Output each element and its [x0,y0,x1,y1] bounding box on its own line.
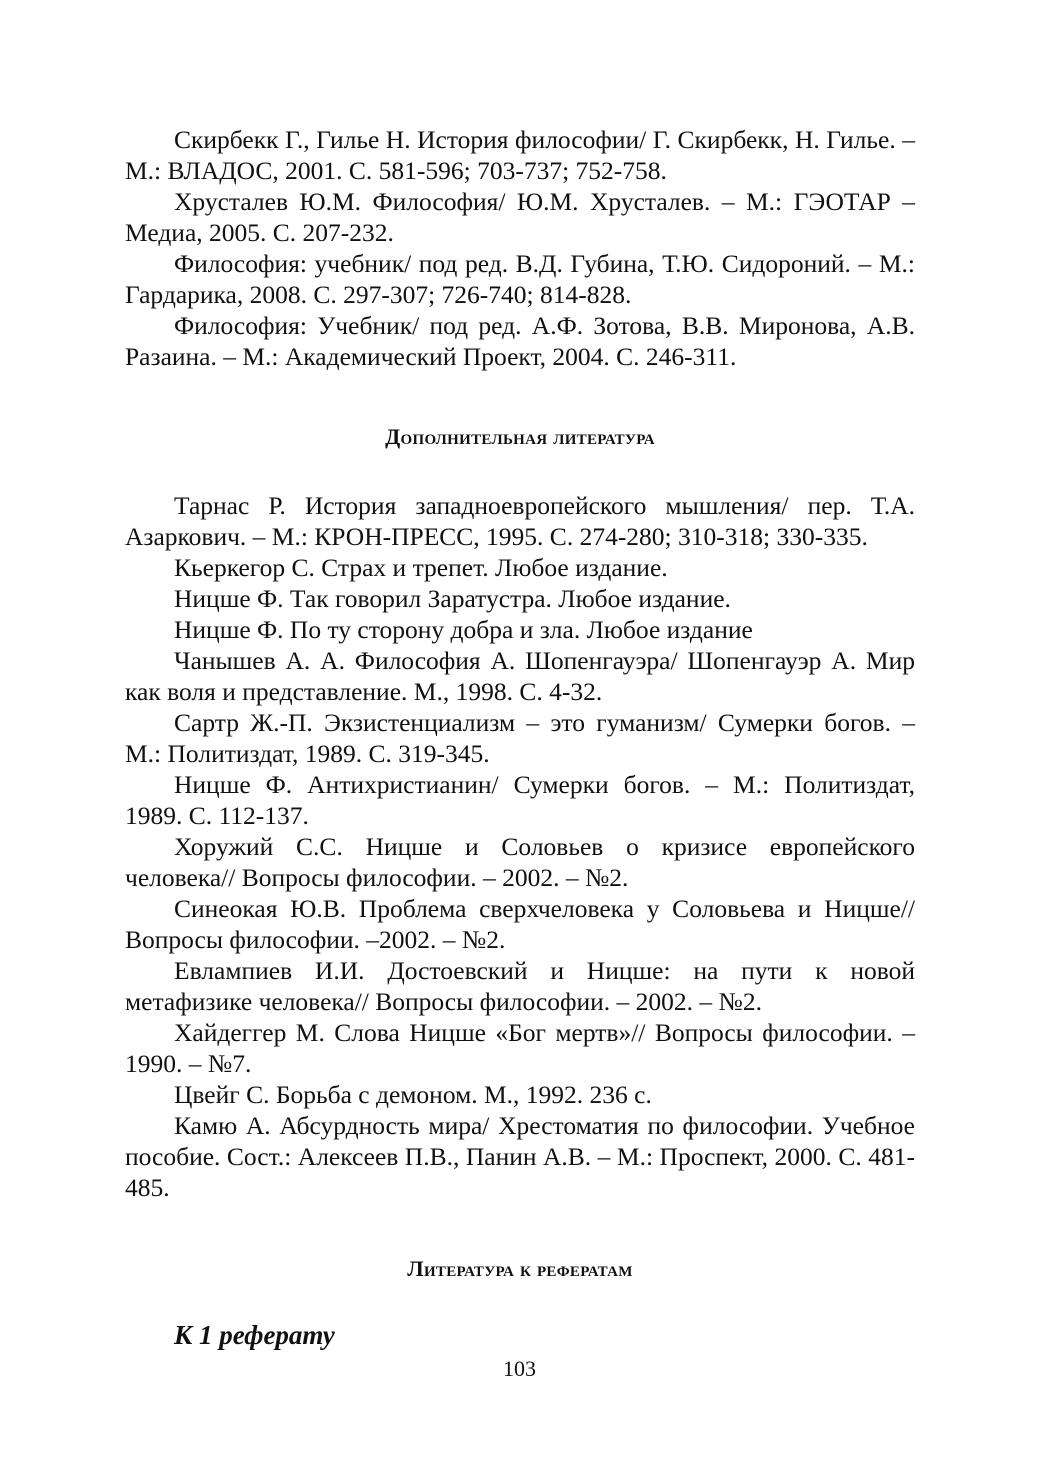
bibliography-entry: Ницше Ф. По ту сторону добра и зла. Любое издание [174,615,753,644]
essay-literature-heading: Литература к рефератам [407,1256,633,1281]
bibliography-entry: Философия: учебник/ под ред. В.Д. Губина, Т.Ю. Сидороний. – М.: Гардарика, 2008. С. 297-307; 726-740; 814-828. [125,249,915,309]
bibliography-entry: Философия: Учебник/ под ред. А.Ф. Зотова, В.В. Миронова, А.В. Разаина. – М.: Академический Проект, 2004. С. 246-311. [125,311,915,371]
bibliography-entry: Хайдеггер М. Слова Ницше «Бог мертв»// Вопросы философии. – 1990. – №7. [125,1018,915,1078]
bibliography-entry: Хрусталев Ю.М. Философия/ Ю.М. Хрусталев. – М.: ГЭОТАР – Медиа, 2005. С. 207-232. [125,187,915,247]
bibliography-entry: Тарнас Р. История западноевропейского мышления/ пер. Т.А. Азаркович. – М.: КРОН-ПРЕСС, 1995. С. 274-280; 310-318; 330-335. [125,491,915,551]
bibliography-entry: Сартр Ж.-П. Экзистенциализм – это гуманизм/ Сумерки богов. – М.: Политиздат, 1989. С. 319-345. [125,708,915,768]
bibliography-entry: Скирбекк Г., Гилье Н. История философии/ Г. Скирбекк, Н. Гилье. – М.: ВЛАДОС, 2001. С. 581-596; 703-737; 752-758. [125,125,915,185]
essay-subheading: К 1 реферату [174,1320,335,1350]
bibliography-entry: Евлампиев И.И. Достоевский и Ницше: на пути к новой метафизике человека// Вопросы философии. – 2002. – №2. [125,956,915,1016]
additional-literature-heading: Дополнительная литература [385,424,655,449]
bibliography-entry: Ницше Ф. Антихристианин/ Сумерки богов. – М.: Политиздат, 1989. С. 112-137. [125,770,915,830]
additional-literature-list [125,490,915,1203]
bibliography-entry: Хоружий С.С. Ницше и Соловьев о кризисе европейского человека// Вопросы философии. – 2002. – №2. [125,832,915,892]
main-literature-list [125,124,915,372]
bibliography-entry: Ницше Ф. Так говорил Заратустра. Любое издание. [174,584,731,613]
page-number: 103 [503,1356,536,1381]
bibliography-entry: Камю А. Абсурдность мира/ Хрестоматия по философии. Учебное пособие. Сост.: Алексеев П.В., Панин А.В. – М.: Проспект, 2000. С. 481-485. [125,1111,915,1202]
bibliography-entry: Кьеркегор С. Страх и трепет. Любое издание. [174,553,668,582]
bibliography-entry: Чанышев А. А. Философия А. Шопенгауэра/ Шопенгауэр А. Мир как воля и представление. М., 1998. С. 4-32. [125,646,915,706]
page-body [125,124,915,1352]
bibliography-entry: Цвейг С. Борьба с демоном. М., 1992. 236 с. [174,1080,652,1109]
bibliography-entry: Синеокая Ю.В. Проблема сверхчеловека у Соловьева и Ницше// Вопросы философии. –2002. – №2. [125,894,915,954]
